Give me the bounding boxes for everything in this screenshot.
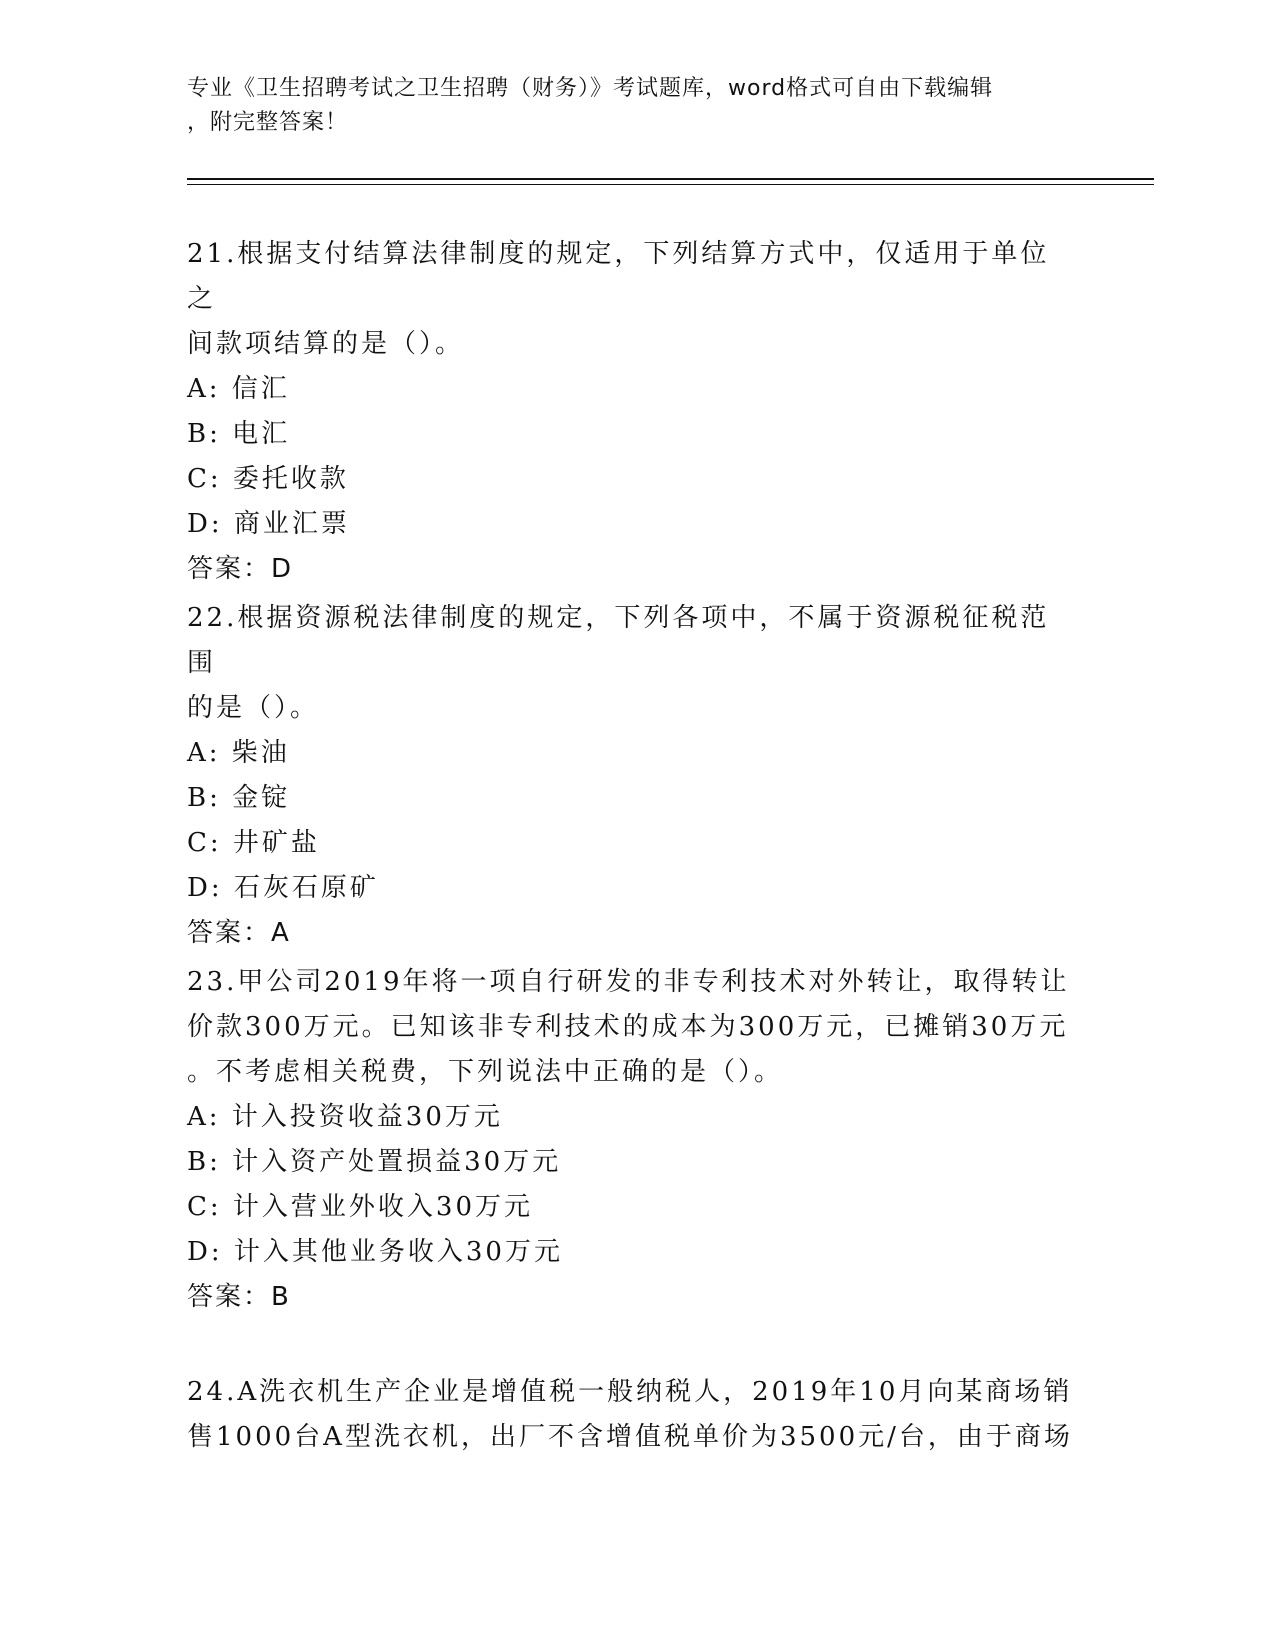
question-text-line: 间款项结算的是（）。 bbox=[187, 329, 465, 359]
header-divider-thick bbox=[187, 178, 1154, 180]
option-c: C: 计入营业外收入30万元 bbox=[187, 1192, 534, 1222]
answer: 答案：A bbox=[187, 918, 291, 948]
question-22 bbox=[187, 596, 1077, 956]
option-b: B: 电汇 bbox=[187, 419, 291, 449]
header-divider-thin bbox=[187, 184, 1154, 185]
option-d: D: 商业汇票 bbox=[187, 509, 350, 539]
question-23 bbox=[187, 960, 1077, 1320]
option-a: A: 信汇 bbox=[187, 374, 290, 404]
question-text-line: 23.甲公司2019年将一项自行研发的非专利技术对外转让，取得转让 bbox=[187, 967, 1070, 997]
question-text-line: 。不考虑相关税费，下列说法中正确的是（）。 bbox=[187, 1057, 784, 1087]
question-text-line: 22.根据资源税法律制度的规定，下列各项中，不属于资源税征税范围 bbox=[187, 603, 1050, 678]
question-21 bbox=[187, 232, 1077, 592]
option-a: A: 计入投资收益30万元 bbox=[187, 1102, 503, 1132]
question-text-line: 价款300万元。已知该非专利技术的成本为300万元，已摊销30万元 bbox=[187, 1012, 1069, 1042]
option-c: C: 委托收款 bbox=[187, 464, 349, 494]
answer: 答案：D bbox=[187, 554, 294, 584]
question-text-line: 24.A洗衣机生产企业是增值税一般纳税人，2019年10月向某商场销 bbox=[187, 1377, 1073, 1407]
question-text-line: 的是（）。 bbox=[187, 693, 320, 723]
option-c: C: 井矿盐 bbox=[187, 828, 320, 858]
header-line-2: ，附完整答案！ bbox=[187, 110, 349, 135]
question-text-line: 21.根据支付结算法律制度的规定，下列结算方式中，仅适用于单位之 bbox=[187, 239, 1050, 314]
option-d: D: 计入其他业务收入30万元 bbox=[187, 1237, 563, 1267]
question-text-line: 售1000台A型洗衣机，出厂不含增值税单价为3500元/台，由于商场 bbox=[187, 1422, 1073, 1452]
option-a: A: 柴油 bbox=[187, 738, 290, 768]
question-24 bbox=[187, 1370, 1077, 1460]
answer: 答案：B bbox=[187, 1282, 291, 1312]
option-b: B: 金锭 bbox=[187, 783, 291, 813]
header-line-1: 专业《卫生招聘考试之卫生招聘（财务）》考试题库，word格式可自由下载编辑 bbox=[187, 76, 994, 101]
option-b: B: 计入资产处置损益30万元 bbox=[187, 1147, 562, 1177]
document-header bbox=[187, 72, 1087, 140]
option-d: D: 石灰石原矿 bbox=[187, 873, 379, 903]
